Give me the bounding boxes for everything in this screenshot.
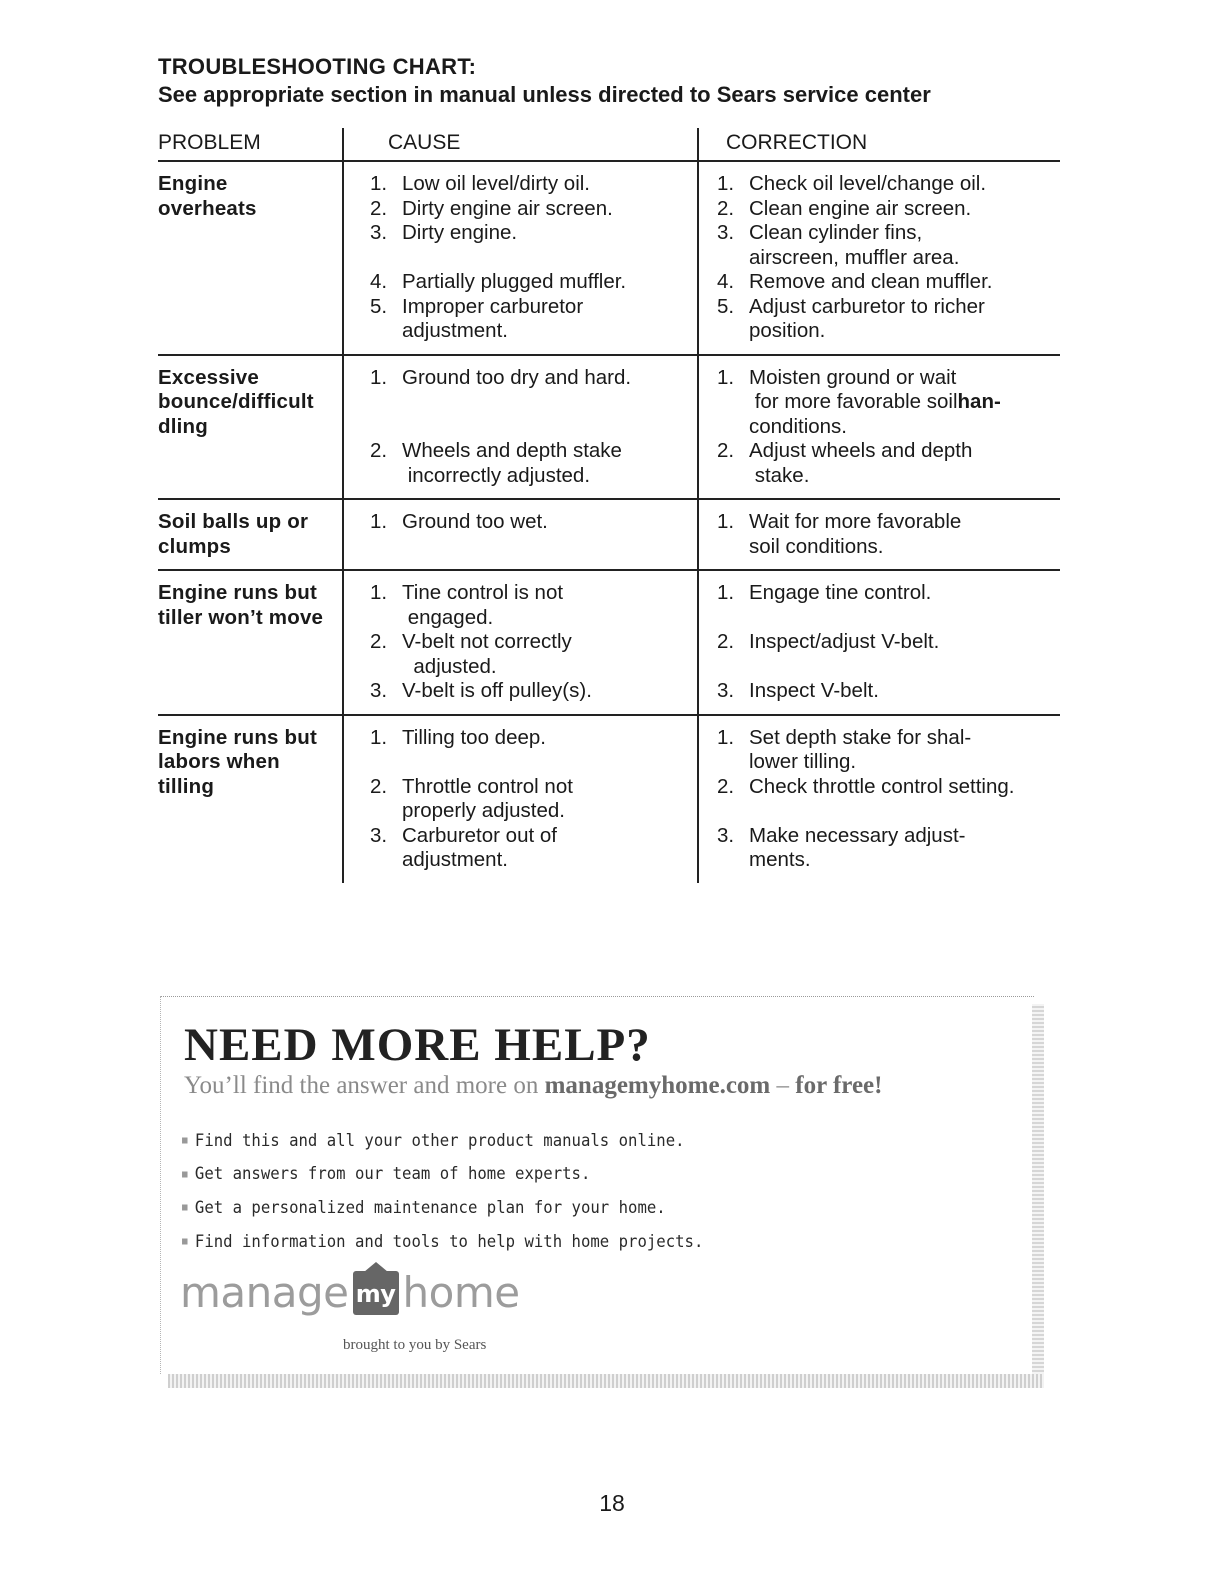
list-item: 5. Adjust carburetor to richer position. [717,294,985,342]
table-row [158,162,1060,356]
list-item: 1. Wait for more favorable soil conditions. [717,510,962,558]
column-header-cause: CAUSE [342,128,697,160]
list-item: 4. Remove and clean muffler. [717,270,993,293]
page-subtitle: See appropriate section in manual unless directed to Sears service center [158,82,931,107]
list-item: 3. Clean cylinder fins, airscreen, muffler area. [717,221,960,269]
list-item: 2. Check throttle control setting. [717,774,1015,798]
list-item: 2. V-belt not correctly adjusted. [370,630,572,678]
correction-cell [697,716,1060,883]
list-item: 1. Ground too wet. [370,510,548,533]
help-tagline: You’ll find the answer and more on managemyhome.com – for free! [184,1072,883,1099]
list-item: 2. Inspect/adjust V-belt. [717,630,940,653]
help-box-shadow [168,1374,1044,1388]
managemyhome-logo: manage my home [180,1268,520,1317]
list-item: 1. Low oil level/dirty oil. [370,172,590,195]
column-header-problem: PROBLEM [158,131,261,154]
troubleshooting-chart [158,128,1060,883]
correction-cell [697,162,1060,354]
house-icon: my [353,1271,399,1315]
list-item: 2. Wheels and depth stake incorrectly adjusted. [370,439,622,487]
list-item: ■ Find information and tools to help with home projects. [182,1231,704,1252]
list-item: 4. Partially plugged muffler. [370,270,627,293]
correction-cell [697,500,1060,569]
correction-cell [697,356,1060,499]
table-row [158,500,1060,571]
list-item: 2. Dirty engine air screen. [370,196,613,220]
site-link[interactable]: managemyhome.com [544,1072,771,1099]
list-item: 2. Adjust wheels and depth stake. [717,439,973,487]
problem-cell: Engine runs but tiller won’t move [158,581,324,629]
help-title: NEED MORE HELP? [184,1019,651,1071]
list-item: 3. Dirty engine. [370,221,518,244]
list-item: 5. Improper carburetor adjustment. [370,294,584,342]
correction-cell [697,571,1060,714]
problem-cell: Engine overheats [158,172,257,220]
bullet-icon: ■ [182,1135,188,1147]
list-item: 3. Inspect V-belt. [717,679,879,702]
list-item: 1. Ground too dry and hard. [370,365,632,389]
problem-cell: Excessive bounce/difficult dling [158,365,314,438]
bullet-icon: ■ [182,1236,188,1248]
list-item: 3. Carburetor out of adjustment. [370,823,557,871]
list-item: 1. Check oil level/change oil. [717,172,987,195]
list-item: 2. Throttle control not properly adjusted. [370,774,573,822]
list-item: 3. Make necessary adjust- ments. [717,823,966,871]
cause-cell [342,356,697,499]
cause-cell [342,571,697,714]
table-row [158,716,1060,883]
list-item: ■ Get a personalized maintenance plan for your home. [182,1197,666,1218]
cause-cell [342,716,697,883]
list-item: 3. V-belt is off pulley(s). [370,679,592,702]
page-number: 18 [599,1490,625,1516]
byline: brought to you by Sears [343,1337,487,1353]
list-item: ■ Find this and all your other product manuals online. [182,1130,685,1151]
list-item: 2. Clean engine air screen. [717,196,972,220]
problem-cell: Soil balls up or clumps [158,510,309,558]
list-item: 1. Set depth stake for shal- lower tilling. [717,725,972,773]
chart-header [158,128,1060,162]
help-list [182,1124,703,1258]
page-title: TROUBLESHOOTING CHART: [158,54,477,79]
bullet-icon: ■ [182,1202,188,1214]
column-header-correction: CORRECTION [697,128,1060,160]
list-item: ■ Get answers from our team of home experts. [182,1164,591,1185]
list-item: 1. Engage tine control. [717,581,932,604]
table-row [158,571,1060,716]
list-item: 1. Tilling too deep. [370,725,546,749]
problem-cell: Engine runs but labors when tilling [158,725,318,798]
list-item: 1. Tine control is not engaged. [370,581,564,629]
cause-cell [342,162,697,354]
cause-cell [342,500,697,569]
bullet-icon: ■ [182,1168,188,1180]
list-item: 1. Moisten ground or wait for more favorable soilhan- conditions. [717,365,1001,438]
table-row [158,356,1060,501]
